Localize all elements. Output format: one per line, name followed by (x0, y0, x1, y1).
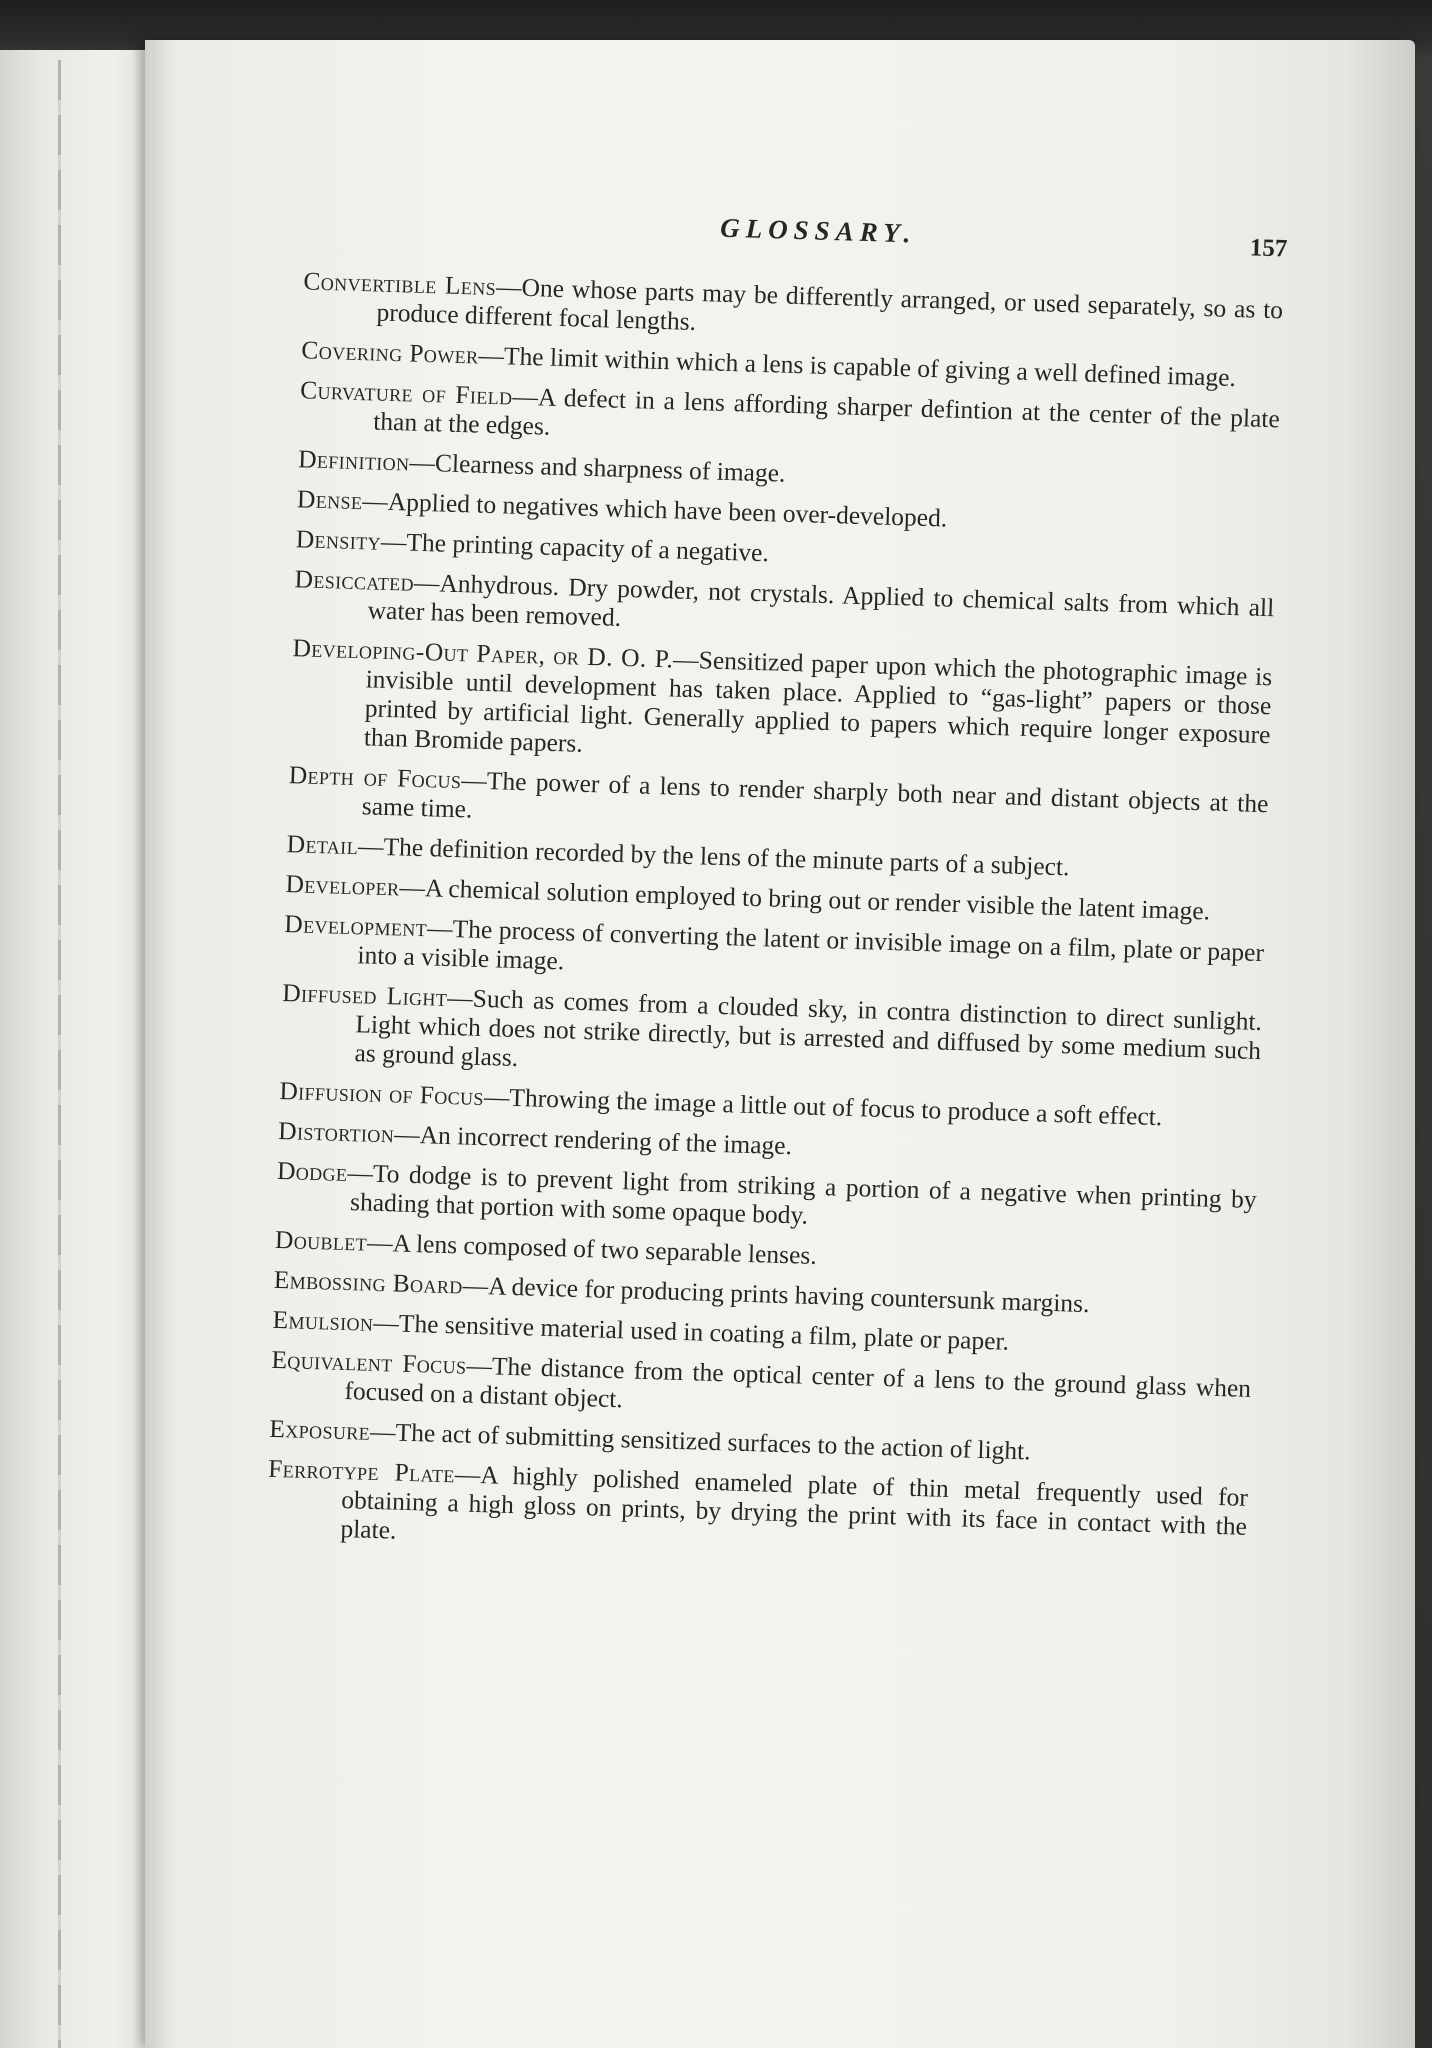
glossary-term: Embossing Board (273, 1264, 464, 1300)
glossary-entry (290, 633, 1273, 778)
binding-gutter (58, 60, 61, 2048)
glossary-term: Dodge (276, 1155, 348, 1188)
glossary-definition: —The definition recorded by the lens of the minute parts of a subject. (357, 831, 1070, 882)
running-head-title: GLOSSARY. (719, 212, 917, 249)
glossary-definition: —To dodge is to prevent light from striking a portion of a negative when printing by shading that portion with some opaque body. (347, 1158, 1258, 1230)
glossary-term: Density (295, 524, 382, 556)
page-text-block (207, 23, 1426, 2048)
glossary-term: Diffused Light (281, 978, 448, 1012)
glossary-definition: —One whose parts may be differently arranged, or used separately, so as to produce different focal lengths. (376, 272, 1284, 336)
glossary-term: Covering Power (300, 335, 479, 370)
glossary-term: Depth of Focus (288, 760, 462, 795)
glossary-definition: —The printing capacity of a negative. (380, 526, 770, 568)
glossary-definition: —A highly polished enameled plate of thin metal frequently used for obtaining a high gloss on prints, by drying the print with its face in contact with the plate. (340, 1459, 1249, 1545)
book-page (145, 40, 1415, 2048)
glossary-definition: —Applied to negatives which have been over-developed. (361, 486, 948, 533)
glossary-definition: —Sensitized paper upon which the photographic image is invisible until development has taken place. Applied to “gas-light” papers or those printed by artificial light. Generally applied to papers which require longer exposure than Bromide papers. (363, 644, 1273, 758)
glossary-definition: —The limit within which a lens is capable of giving a well defined image. (478, 340, 1237, 393)
glossary-definition: —The sensitive material used in coating a film, plate or paper. (372, 1307, 1010, 1356)
glossary-definition: —The distance from the optical center of a lens to the ground glass when focused on a distant object. (344, 1350, 1252, 1414)
glossary-definition: —A defect in a lens affording sharper defintion at the center of the plate than at the edges. (372, 381, 1281, 441)
glossary-entry (266, 1454, 1248, 1570)
glossary-term: Ferrotype Plate (267, 1453, 456, 1489)
glossary-term: Exposure (268, 1413, 371, 1446)
glossary-term: Emulsion (272, 1304, 374, 1337)
glossary-definition: —Throwing the image a little out of focus to produce a soft effect. (483, 1082, 1163, 1132)
glossary-definition: —Such as comes from a clouded sky, in contra distinction to direct sunlight. Light which does not strike directly, but is arrested and diffused by some medium such as ground glass. (354, 982, 1263, 1073)
glossary-term: Desiccated (294, 564, 415, 597)
glossary-term: Developing-Out Paper, or D. O. P. (292, 633, 674, 674)
glossary-term: Dense (296, 484, 363, 516)
left-page-edge (0, 50, 160, 2048)
glossary-term: Distortion (277, 1115, 395, 1149)
glossary-definition: —The process of converting the latent or invisible image on a film, plate or paper into a visible image. (357, 913, 1265, 976)
glossary-entries (266, 266, 1284, 1581)
glossary-entry (280, 978, 1262, 1094)
glossary-definition: —A lens composed of two separable lenses. (366, 1227, 818, 1270)
glossary-term: Detail (286, 829, 359, 861)
glossary-definition: —An incorrect rendering of the image. (393, 1119, 793, 1161)
glossary-definition: —Clearness and sharpness of image. (409, 447, 786, 488)
page-number: 157 (1249, 234, 1288, 263)
glossary-term: Convertible Lens (303, 266, 497, 302)
glossary-term: Diffusion of Focus (279, 1075, 485, 1112)
glossary-term: Developer (285, 869, 400, 902)
glossary-definition: —A chemical solution employed to bring out or render visible the latent image. (399, 872, 1211, 926)
glossary-term: Definition (297, 444, 410, 477)
glossary-definition: —The act of submitting sensitized surfaces to the action of light. (369, 1416, 1032, 1466)
glossary-definition: —The power of a lens to render sharply both near and distant objects at the same time. (361, 765, 1269, 824)
glossary-term: Development (283, 909, 428, 943)
running-head (260, 191, 1421, 275)
glossary-definition: —Anhydrous. Dry powder, not crystals. Applied to chemical salts from which all water has been removed. (367, 567, 1275, 632)
glossary-term: Equivalent Focus (271, 1344, 467, 1380)
glossary-term: Doublet (274, 1224, 368, 1257)
glossary-term: Curvature of Field (299, 375, 513, 411)
glossary-definition: —A device for producing prints having countersunk margins. (462, 1270, 1090, 1319)
